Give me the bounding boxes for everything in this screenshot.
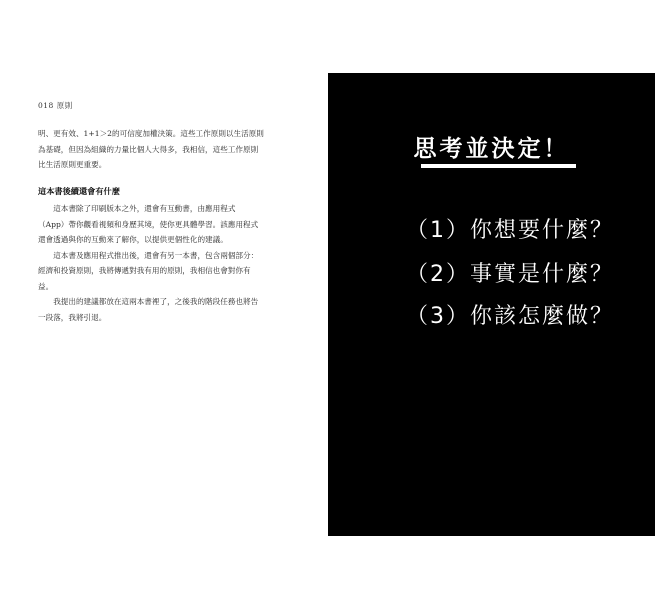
text-line: 一段落，我將引退。 <box>38 312 107 322</box>
question-item: （1）你想要什麼？ <box>406 218 614 243</box>
section-title: 這本書後續還會有什麼 <box>38 186 120 196</box>
text-line: 這本書除了印刷版本之外，還會有互動書，由應用程式 <box>53 204 236 213</box>
page-header: 018 原則 <box>38 101 73 110</box>
text-line: 這本書及應用程式推出後，還會有另一本書，包含兩個部分： <box>53 250 259 260</box>
paragraph-continued <box>38 126 288 173</box>
text-line: 益。 <box>38 281 54 291</box>
title-underline <box>421 164 576 168</box>
section-body <box>38 201 288 325</box>
question-item: （2）事實是什麼？ <box>406 262 614 287</box>
question-item: （3）你該怎麼做？ <box>406 304 614 329</box>
slide-panel <box>328 73 655 536</box>
text-line: 比生活原則更重要。 <box>38 160 107 169</box>
text-line: （App）帶你觀看視頻和身歷其境，使你更具體學習。該應用程式 <box>38 219 259 229</box>
text-line: 為基礎，但因為組織的力量比個人大得多，我相信，這些工作原則 <box>38 144 259 154</box>
slide-title: 思考並決定！ <box>413 136 570 162</box>
text-line: 明、更有效、1+1＞2的可信度加權決策。這些工作原則以生活原則 <box>38 129 264 138</box>
text-line: 還會透過與你的互動來了解你，以提供更個性化的建議。 <box>38 235 228 244</box>
text-line: 我提出的建議都放在這兩本書裡了，之後我的階段任務也將告 <box>53 297 259 306</box>
text-line: 經濟和投資原則，我將傳遞對我有用的原則，我相信也會對你有 <box>38 266 251 275</box>
